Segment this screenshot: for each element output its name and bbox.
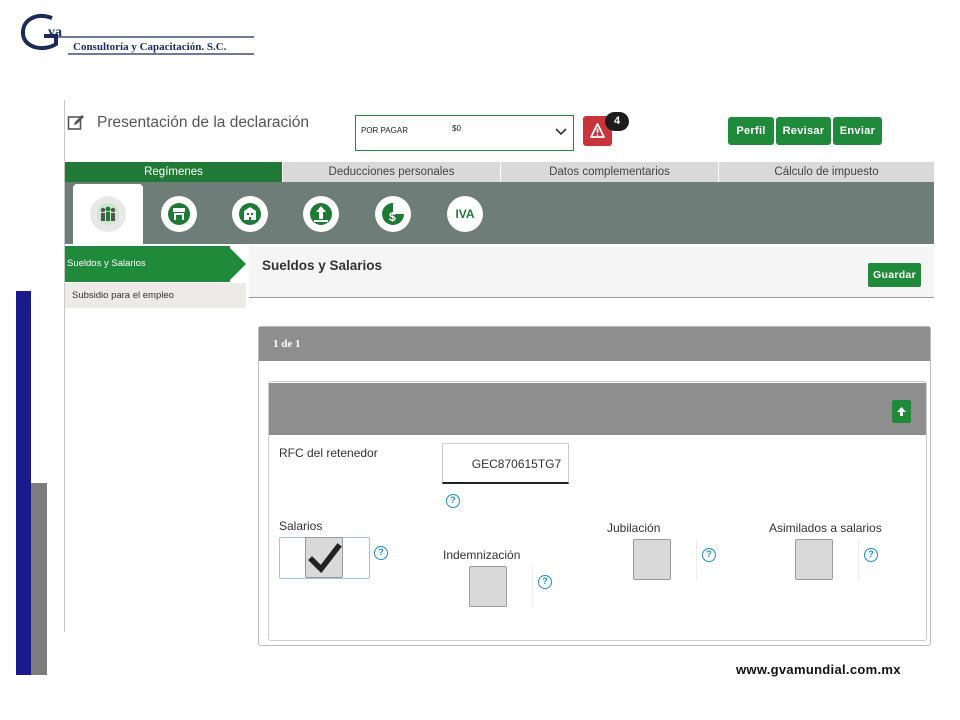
logo-gva-text: va bbox=[48, 25, 62, 40]
tab-datos-complementarios[interactable]: Datos complementarios bbox=[501, 162, 719, 182]
perfil-button[interactable]: Perfil bbox=[728, 117, 774, 145]
record-card-header bbox=[269, 383, 926, 435]
edit-icon bbox=[67, 114, 85, 132]
rfc-label: RFC del retenedor bbox=[279, 446, 378, 460]
iva-icon[interactable]: IVA bbox=[447, 196, 483, 232]
main-tabs bbox=[65, 162, 934, 182]
growth-icon[interactable] bbox=[303, 196, 339, 232]
money-chart-icon[interactable] bbox=[375, 196, 411, 232]
jubilacion-checkbox[interactable] bbox=[633, 539, 671, 580]
section-title: Sueldos y Salarios bbox=[262, 258, 383, 273]
decorative-gray-bar bbox=[31, 483, 47, 675]
arrow-up-icon bbox=[892, 400, 911, 423]
page-title: Presentación de la declaración bbox=[97, 114, 309, 131]
enviar-button[interactable]: Enviar bbox=[833, 117, 882, 145]
checkmark-icon bbox=[306, 538, 344, 579]
status-label: POR PAGAR bbox=[361, 126, 408, 135]
sidebar-item-subsidio-para-el-empleo[interactable]: Subsidio para el empleo bbox=[65, 283, 246, 308]
revisar-button[interactable]: Revisar bbox=[776, 117, 831, 145]
svg-text:$: $ bbox=[389, 210, 396, 224]
help-icon[interactable]: ? bbox=[374, 546, 388, 560]
payment-status-select[interactable] bbox=[355, 115, 574, 151]
sidebar-item-sueldos-y-salarios[interactable]: Sueldos y Salarios bbox=[65, 246, 230, 282]
jubilacion-label: Jubilación bbox=[607, 521, 661, 535]
decorative-blue-bar bbox=[16, 291, 31, 675]
people-icon[interactable] bbox=[90, 196, 126, 232]
tab-regimenes[interactable]: Regímenes bbox=[65, 162, 283, 182]
logo-company-name: Consultoría y Capacitación. S.C. bbox=[73, 41, 227, 53]
alerts-count-badge: 4 bbox=[605, 112, 629, 131]
collapse-button[interactable] bbox=[892, 400, 911, 423]
help-icon[interactable]: ? bbox=[702, 548, 716, 562]
help-icon[interactable]: ? bbox=[538, 575, 552, 589]
salarios-checkbox[interactable] bbox=[305, 537, 343, 578]
status-amount: $0 bbox=[452, 124, 461, 133]
rfc-field[interactable]: GEC870615TG7 bbox=[442, 443, 569, 484]
guardar-button[interactable]: Guardar bbox=[868, 263, 921, 287]
company-logo bbox=[18, 10, 258, 58]
building-icon[interactable] bbox=[232, 196, 268, 232]
tab-deducciones-personales[interactable]: Deducciones personales bbox=[283, 162, 501, 182]
store-icon[interactable] bbox=[161, 196, 197, 232]
record-pager: 1 de 1 bbox=[273, 338, 301, 350]
help-icon[interactable]: ? bbox=[446, 494, 460, 508]
indemnizacion-label: Indemnización bbox=[443, 548, 521, 562]
tab-calculo-de-impuesto[interactable]: Cálculo de impuesto bbox=[719, 162, 934, 182]
active-item-arrow bbox=[228, 246, 246, 282]
asimilados-label: Asimilados a salarios bbox=[769, 521, 882, 535]
asimilados-checkbox[interactable] bbox=[795, 539, 833, 580]
indemnizacion-checkbox[interactable] bbox=[469, 566, 507, 607]
record-panel-header bbox=[259, 327, 930, 361]
salarios-label: Salarios bbox=[279, 519, 323, 533]
chevron-down-icon bbox=[555, 125, 567, 137]
footer-url[interactable]: www.gvamundial.com.mx bbox=[736, 662, 901, 677]
help-icon[interactable]: ? bbox=[864, 548, 878, 562]
